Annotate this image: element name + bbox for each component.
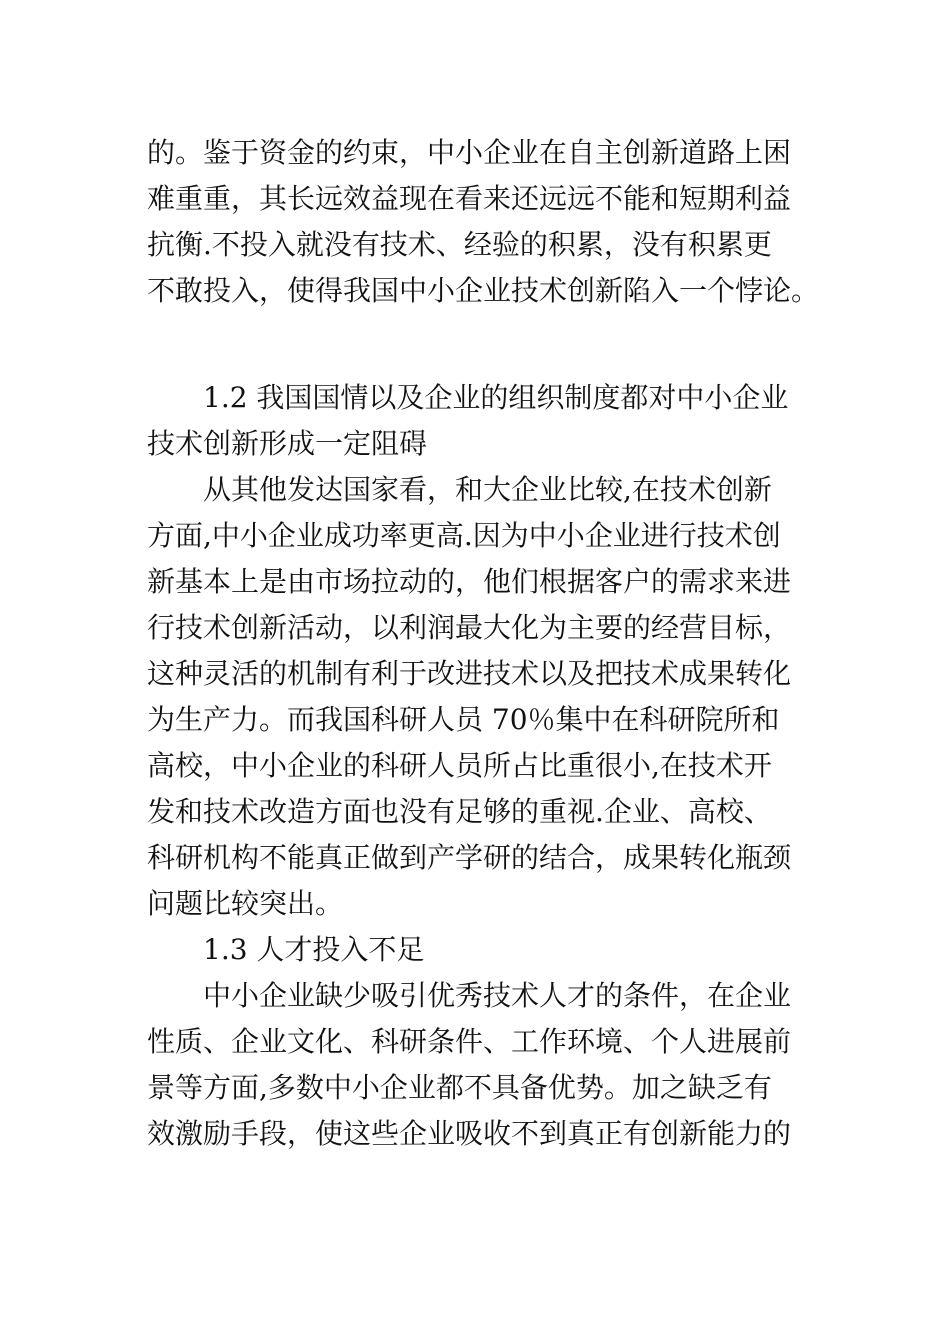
paragraph-line: 效激励手段，使这些企业吸收不到真正有创新能力的 [147, 1117, 792, 1150]
section-heading: 1.2 我国国情以及企业的组织制度都对中小企业 [203, 381, 789, 414]
paragraph-line: 性质、企业文化、科研条件、工作环境、个人进展前 [147, 1025, 792, 1058]
paragraph-line: 新基本上是由市场拉动的，他们根据客户的需求来进 [147, 565, 792, 598]
paragraph-line: 从其他发达国家看，和大企业比较,在技术创新 [203, 473, 772, 506]
section-heading: 1.3 人才投入不足 [203, 933, 425, 966]
paragraph-line: 科研机构不能真正做到产学研的结合，成果转化瓶颈 [147, 841, 792, 874]
paragraph-line: 发和技术改造方面也没有足够的重视.企业、高校、 [147, 795, 772, 828]
paragraph-line: 问题比较突出。 [147, 887, 344, 920]
paragraph-line: 的。鉴于资金的约束，中小企业在自主创新道路上困 [147, 136, 792, 169]
paragraph-line: 为生产力。而我国科研人员 70％集中在科研院所和 [147, 703, 780, 736]
paragraph-line: 这种灵活的机制有利于改进技术以及把技术成果转化 [147, 657, 792, 690]
paragraph-line: 难重重，其长远效益现在看来还远远不能和短期利益 [147, 182, 792, 215]
paragraph-line: 景等方面,多数中小企业都不具备优势。加之缺乏有 [147, 1071, 772, 1104]
paragraph-line: 方面,中小企业成功率更高.因为中小企业进行技术创 [147, 519, 781, 552]
paragraph-line: 抗衡.不投入就没有技术、经验的积累，没有积累更 [147, 228, 772, 261]
paragraph-line: 不敢投入，使得我国中小企业技术创新陷入一个悖论。 [147, 274, 820, 307]
paragraph-line: 行技术创新活动，以利润最大化为主要的经营目标， [147, 611, 792, 644]
paragraph-line: 高校，中小企业的科研人员所占比重很小,在技术开 [147, 749, 772, 782]
section-heading-continuation: 技术创新形成一定阻碍 [147, 427, 428, 460]
paragraph-line: 中小企业缺少吸引优秀技术人才的条件，在企业 [203, 979, 792, 1012]
